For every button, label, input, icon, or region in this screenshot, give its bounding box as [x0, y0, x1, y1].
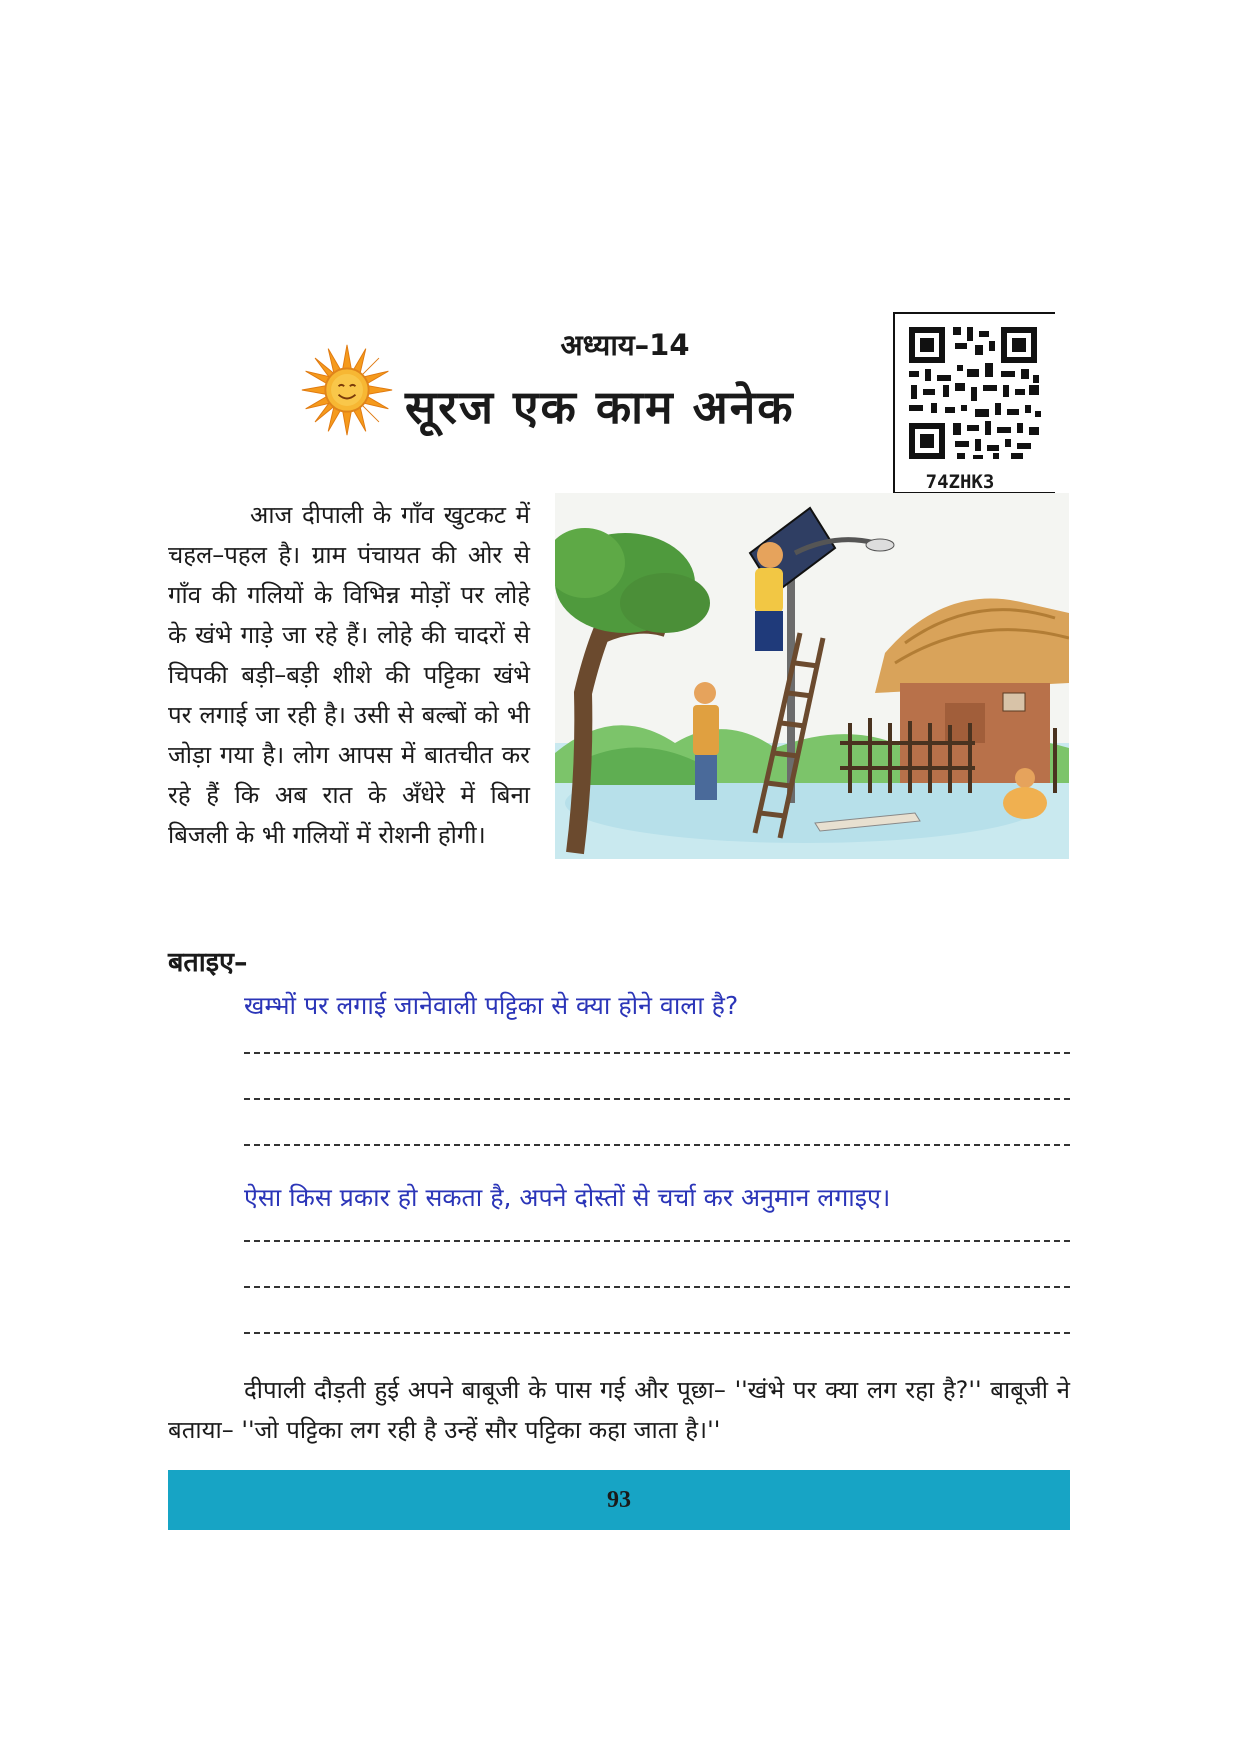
closing-paragraph: दीपाली दौड़ती हुई अपने बाबूजी के पास गई और पूछा– ''खंभे पर क्या लग रहा है?'' बाबूजी ने बताया– ''जो पट्टिका लग रही है उन्हें सौर पट्टिका कहा जाता है।'' [168, 1376, 1070, 1444]
footer-bar [168, 1470, 1070, 1530]
closing-text [168, 1370, 1070, 1450]
chapter-title: सूरज एक काम अनेक [405, 380, 795, 434]
intro-paragraph: आज दीपाली के गाँव खुटकट में चहल–पहल है। ग्राम पंचायत की ओर से गाँव की गलियों के विभिन्न मोड़ों पर लोहे के खंभे गाड़े जा रहे हैं। लोहे की चादरों से चिपकी बड़ी–बड़ी शीशे की पट्टिका खंभे पर लगाई जा रही है। उसी से बल्बों को भी जोड़ा गया है। लोग आपस में बातचीत कर रहे हैं कि अब रात के अँधेरे में बिना बिजली के भी गलियों में रोशनी होगी। [168, 501, 530, 849]
answer-line[interactable] [244, 1286, 1070, 1288]
solar-light-illustration [555, 493, 1069, 859]
answer-line[interactable] [244, 1332, 1070, 1334]
answer-line[interactable] [244, 1144, 1070, 1146]
sun-icon [300, 343, 394, 437]
exercise-heading: बताइए– [168, 947, 248, 978]
qr-code[interactable] [893, 312, 1055, 494]
page-number: 93 [607, 1487, 631, 1513]
intro-text [168, 495, 530, 855]
question-2: ऐसा किस प्रकार हो सकता है, अपने दोस्तों से चर्चा कर अनुमान लगाइए। [244, 1183, 891, 1212]
qr-pattern-icon [901, 319, 1051, 469]
answer-line[interactable] [244, 1240, 1070, 1242]
chapter-label: अध्याय–14 [560, 328, 690, 362]
answer-line[interactable] [244, 1052, 1070, 1054]
answer-line[interactable] [244, 1098, 1070, 1100]
question-1: खम्भों पर लगाई जानेवाली पट्टिका से क्या होने वाला है? [244, 991, 739, 1020]
qr-code-text: 74ZHK3 [925, 471, 995, 493]
